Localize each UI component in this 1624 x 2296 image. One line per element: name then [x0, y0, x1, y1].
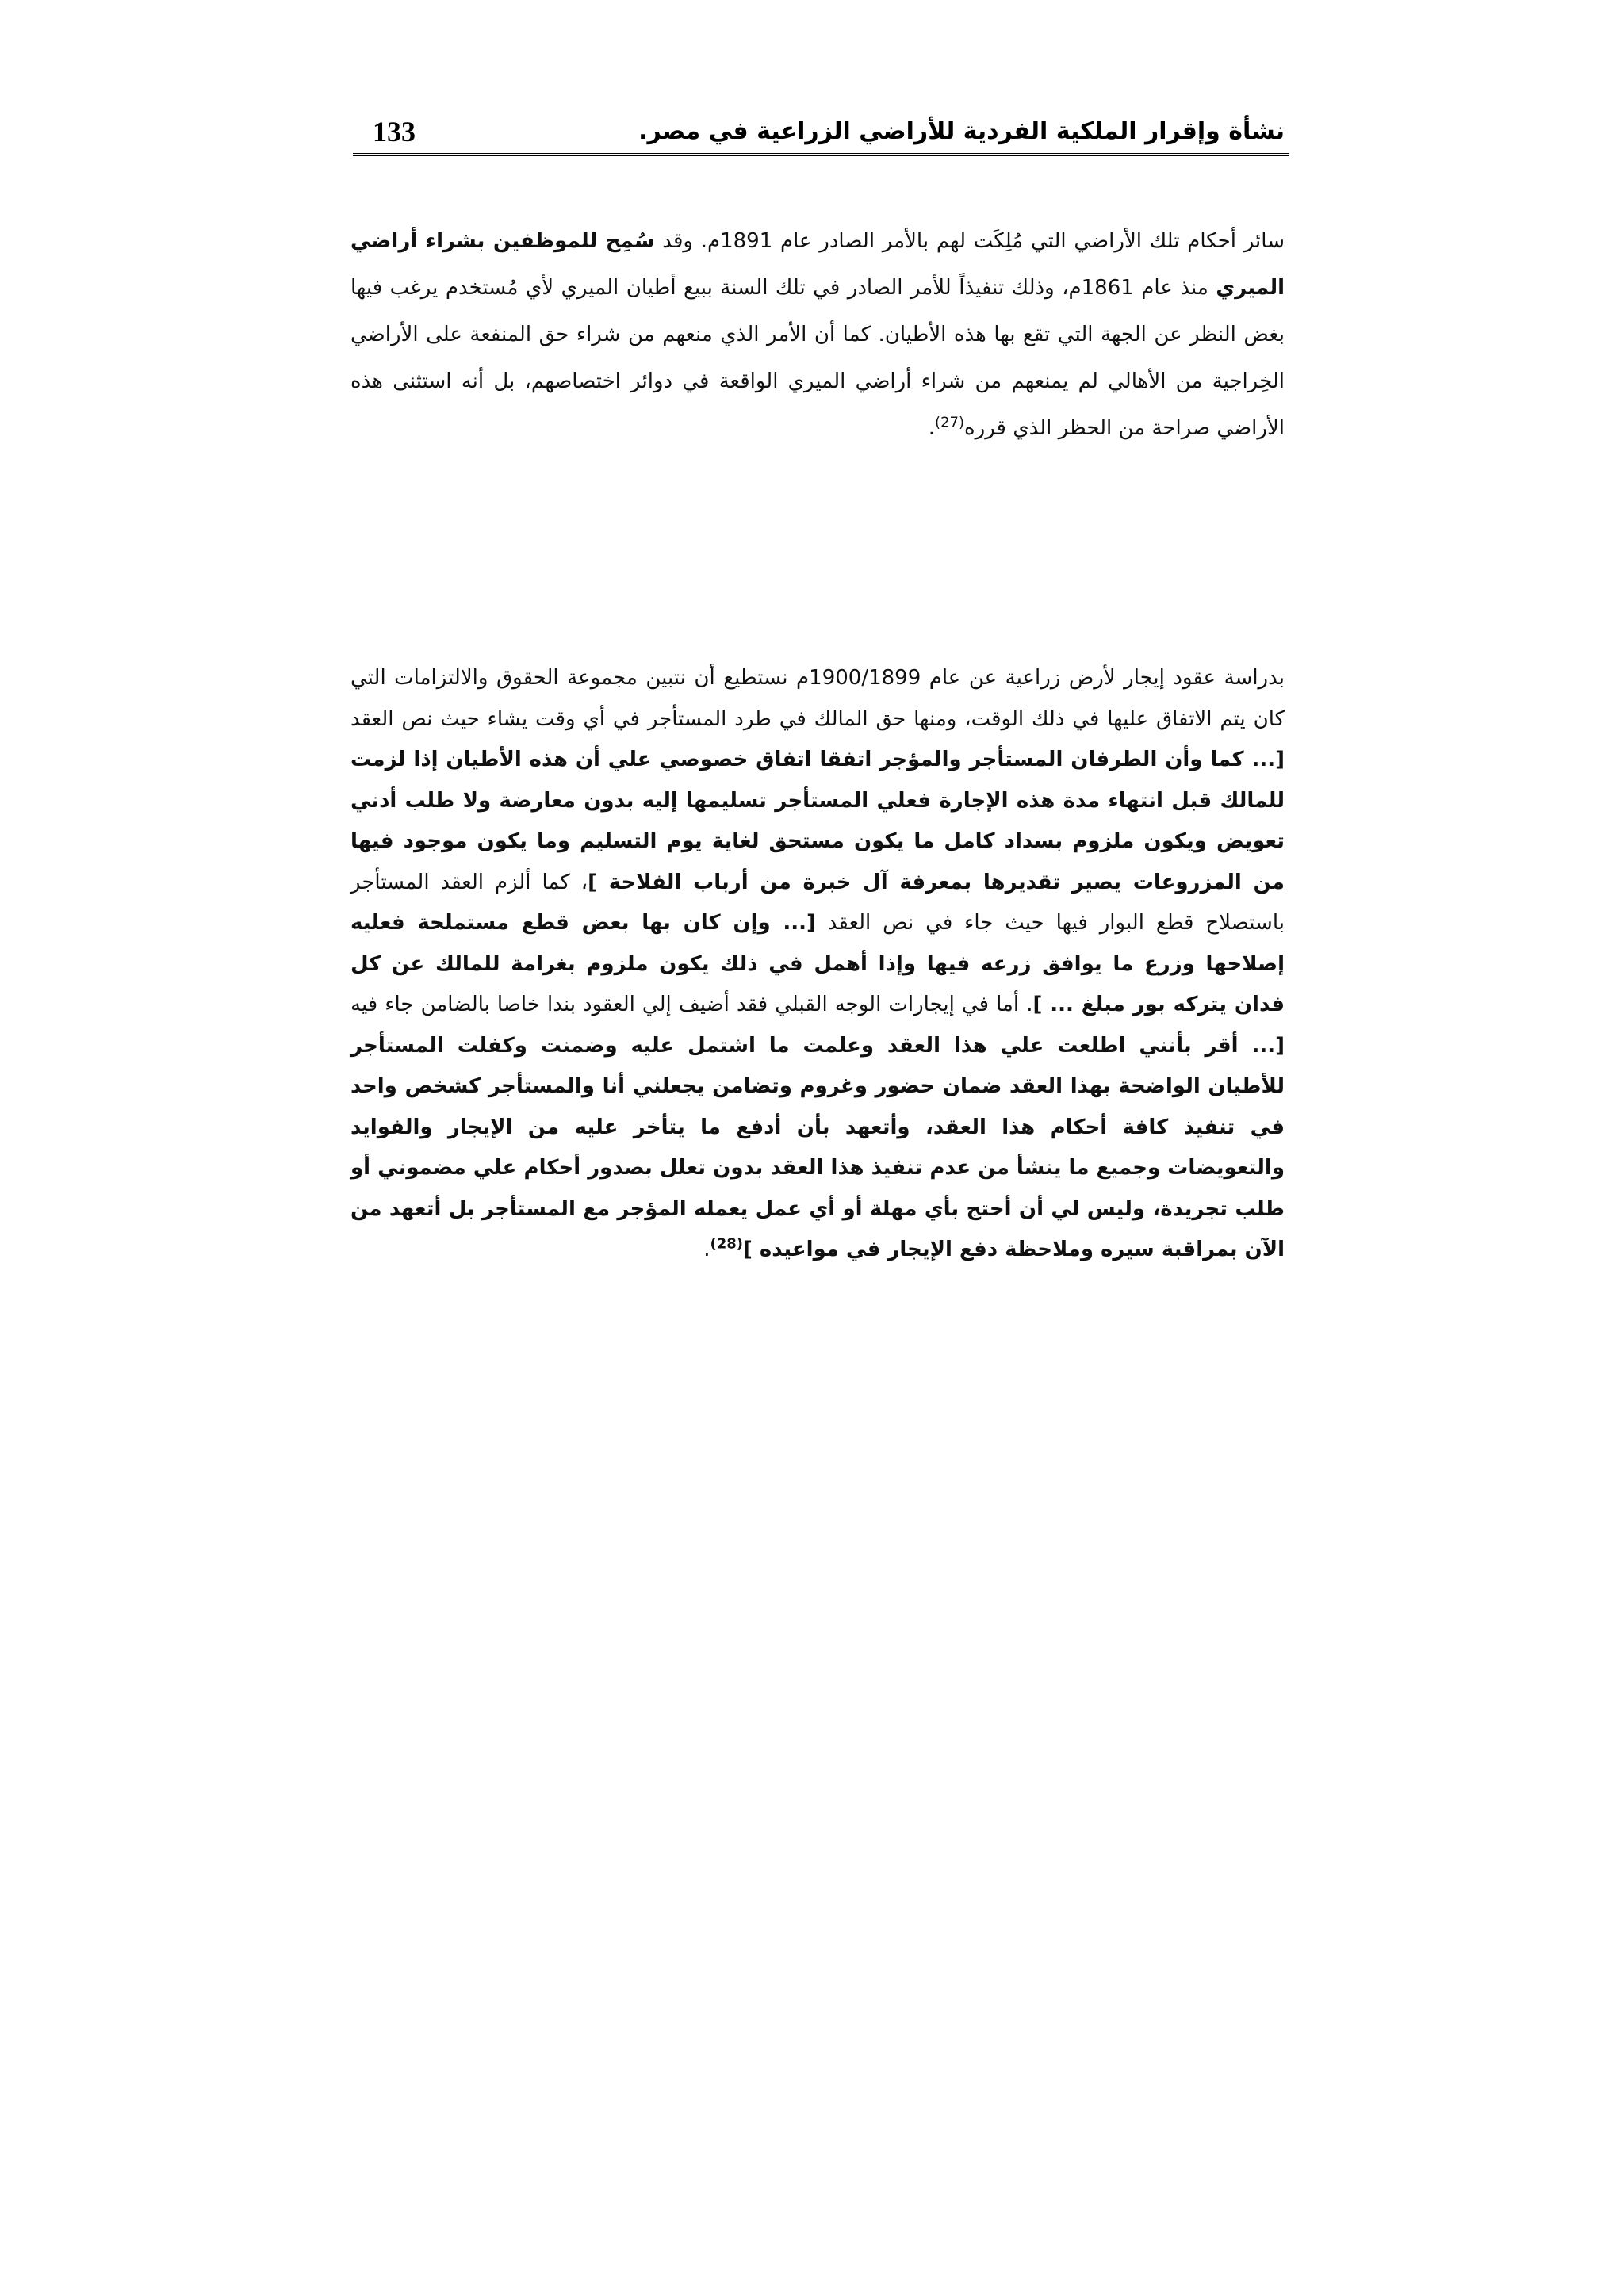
contract-quote-bold: [... كما وأن الطرفان المستأجر والمؤجر اتفقا اتفاق خصوصي علي أن هذه الأطيان إذا لزمت للمالك قبل انتهاء مدة هذه الإجارة فعلي المستأجر تسليمها إليه بدون معارضة ولا طلب أدني تعويض ويكون ملزوم بسداد كامل ما يكون مستحق لغاية يوم التسليم وما يكون موجود فيها من المزروعات يصير تقديرها بمعرفة آل خبرة من أرباب الفلاحة ]	[350, 748, 1285, 894]
text-segment: سائر أحكام تلك الأراضي التي مُلِكَت لهم بالأمر الصادر عام 1891م. وقد	[654, 229, 1285, 253]
text-segment: .	[703, 1238, 710, 1261]
body-paragraph-1	[350, 218, 1285, 452]
text-segment-bold: سُمِح للموظفين بشراء أراضي الميري	[350, 229, 1285, 300]
footnote-ref: (27)	[935, 414, 965, 431]
page-number: 133	[373, 116, 416, 147]
footnote-ref: (28)	[710, 1235, 743, 1253]
contract-quote-bold: [... وإن كان بها بعض قطع مستملحة فعليه إصلاحها وزرع ما يوافق زرعه فيها وإذا أهمل في ذلك يكون ملزوم بغرامة للمالك عن كل فدان يتركه بور مبلغ ... ]	[350, 911, 1285, 1016]
running-title: نشأة وإقرار الملكية الفردية للأراضي الزراعية في مصر.	[638, 117, 1285, 145]
page-header	[373, 100, 1285, 147]
text-segment: .	[928, 416, 936, 440]
text-segment: . أما في إيجارات الوجه القبلي فقد أضيف إلي العقود بندا خاصا بالضامن جاء فيه	[350, 993, 1033, 1016]
contract-quote-bold: [... أقر بأنني اطلعت علي هذا العقد وعلمت ما اشتمل عليه وضمنت وكفلت المستأجر للأطيان الواضحة بهذا العقد ضمان حضور وغروم وتضامن يجعلني أنا والمستأجر كشخص واحد في تنفيذ كافة أحكام هذا العقد، وأتعهد بأن أدفع ما يتأخر عليه من الإيجار والفوايد والتعويضات وجميع ما ينشأ من عدم تنفيذ هذا العقد بدون تعلل بصدور أحكام علي مضموني أو طلب تجريدة، وليس لي أن أحتج بأي مهلة أو أي عمل يعمله المؤجر مع المستأجر بل أتعهد من الآن بمراقبة سيره وملاحظة دفع الإيجار في مواعيده ]	[350, 1033, 1285, 1261]
text-segment: منذ عام 1861م، وذلك تنفيذاً للأمر الصادر في تلك السنة ببيع أطيان الميري لأي مُستخدم يرغب فيها بغض النظر عن الجهة التي تقع بها هذه الأطيان. كما أن الأمر الذي منعهم من شراء حق المنفعة على الأراضي الخِراجية من الأهالي لم يمنعهم من شراء أراضي الميري الواقعة في دوائر اختصاصهم، بل أنه استثنى هذه الأراضي صراحة من الحظر الذي قرره	[350, 276, 1285, 440]
text-segment: بدراسة عقود إيجار لأرض زراعية عن عام 1900/1899م نستطيع أن نتبين مجموعة الحقوق والالتزامات التي كان يتم الاتفاق عليها في ذلك الوقت، ومنها حق المالك في طرد المستأجر في أي وقت يشاء حيث نص العقد	[350, 666, 1285, 731]
header-divider	[353, 153, 1289, 156]
body-paragraph-2	[350, 658, 1285, 1271]
text-segment: ، كما ألزم العقد المستأجر باستصلاح قطع البوار فيها حيث جاء في نص العقد	[350, 870, 1285, 935]
